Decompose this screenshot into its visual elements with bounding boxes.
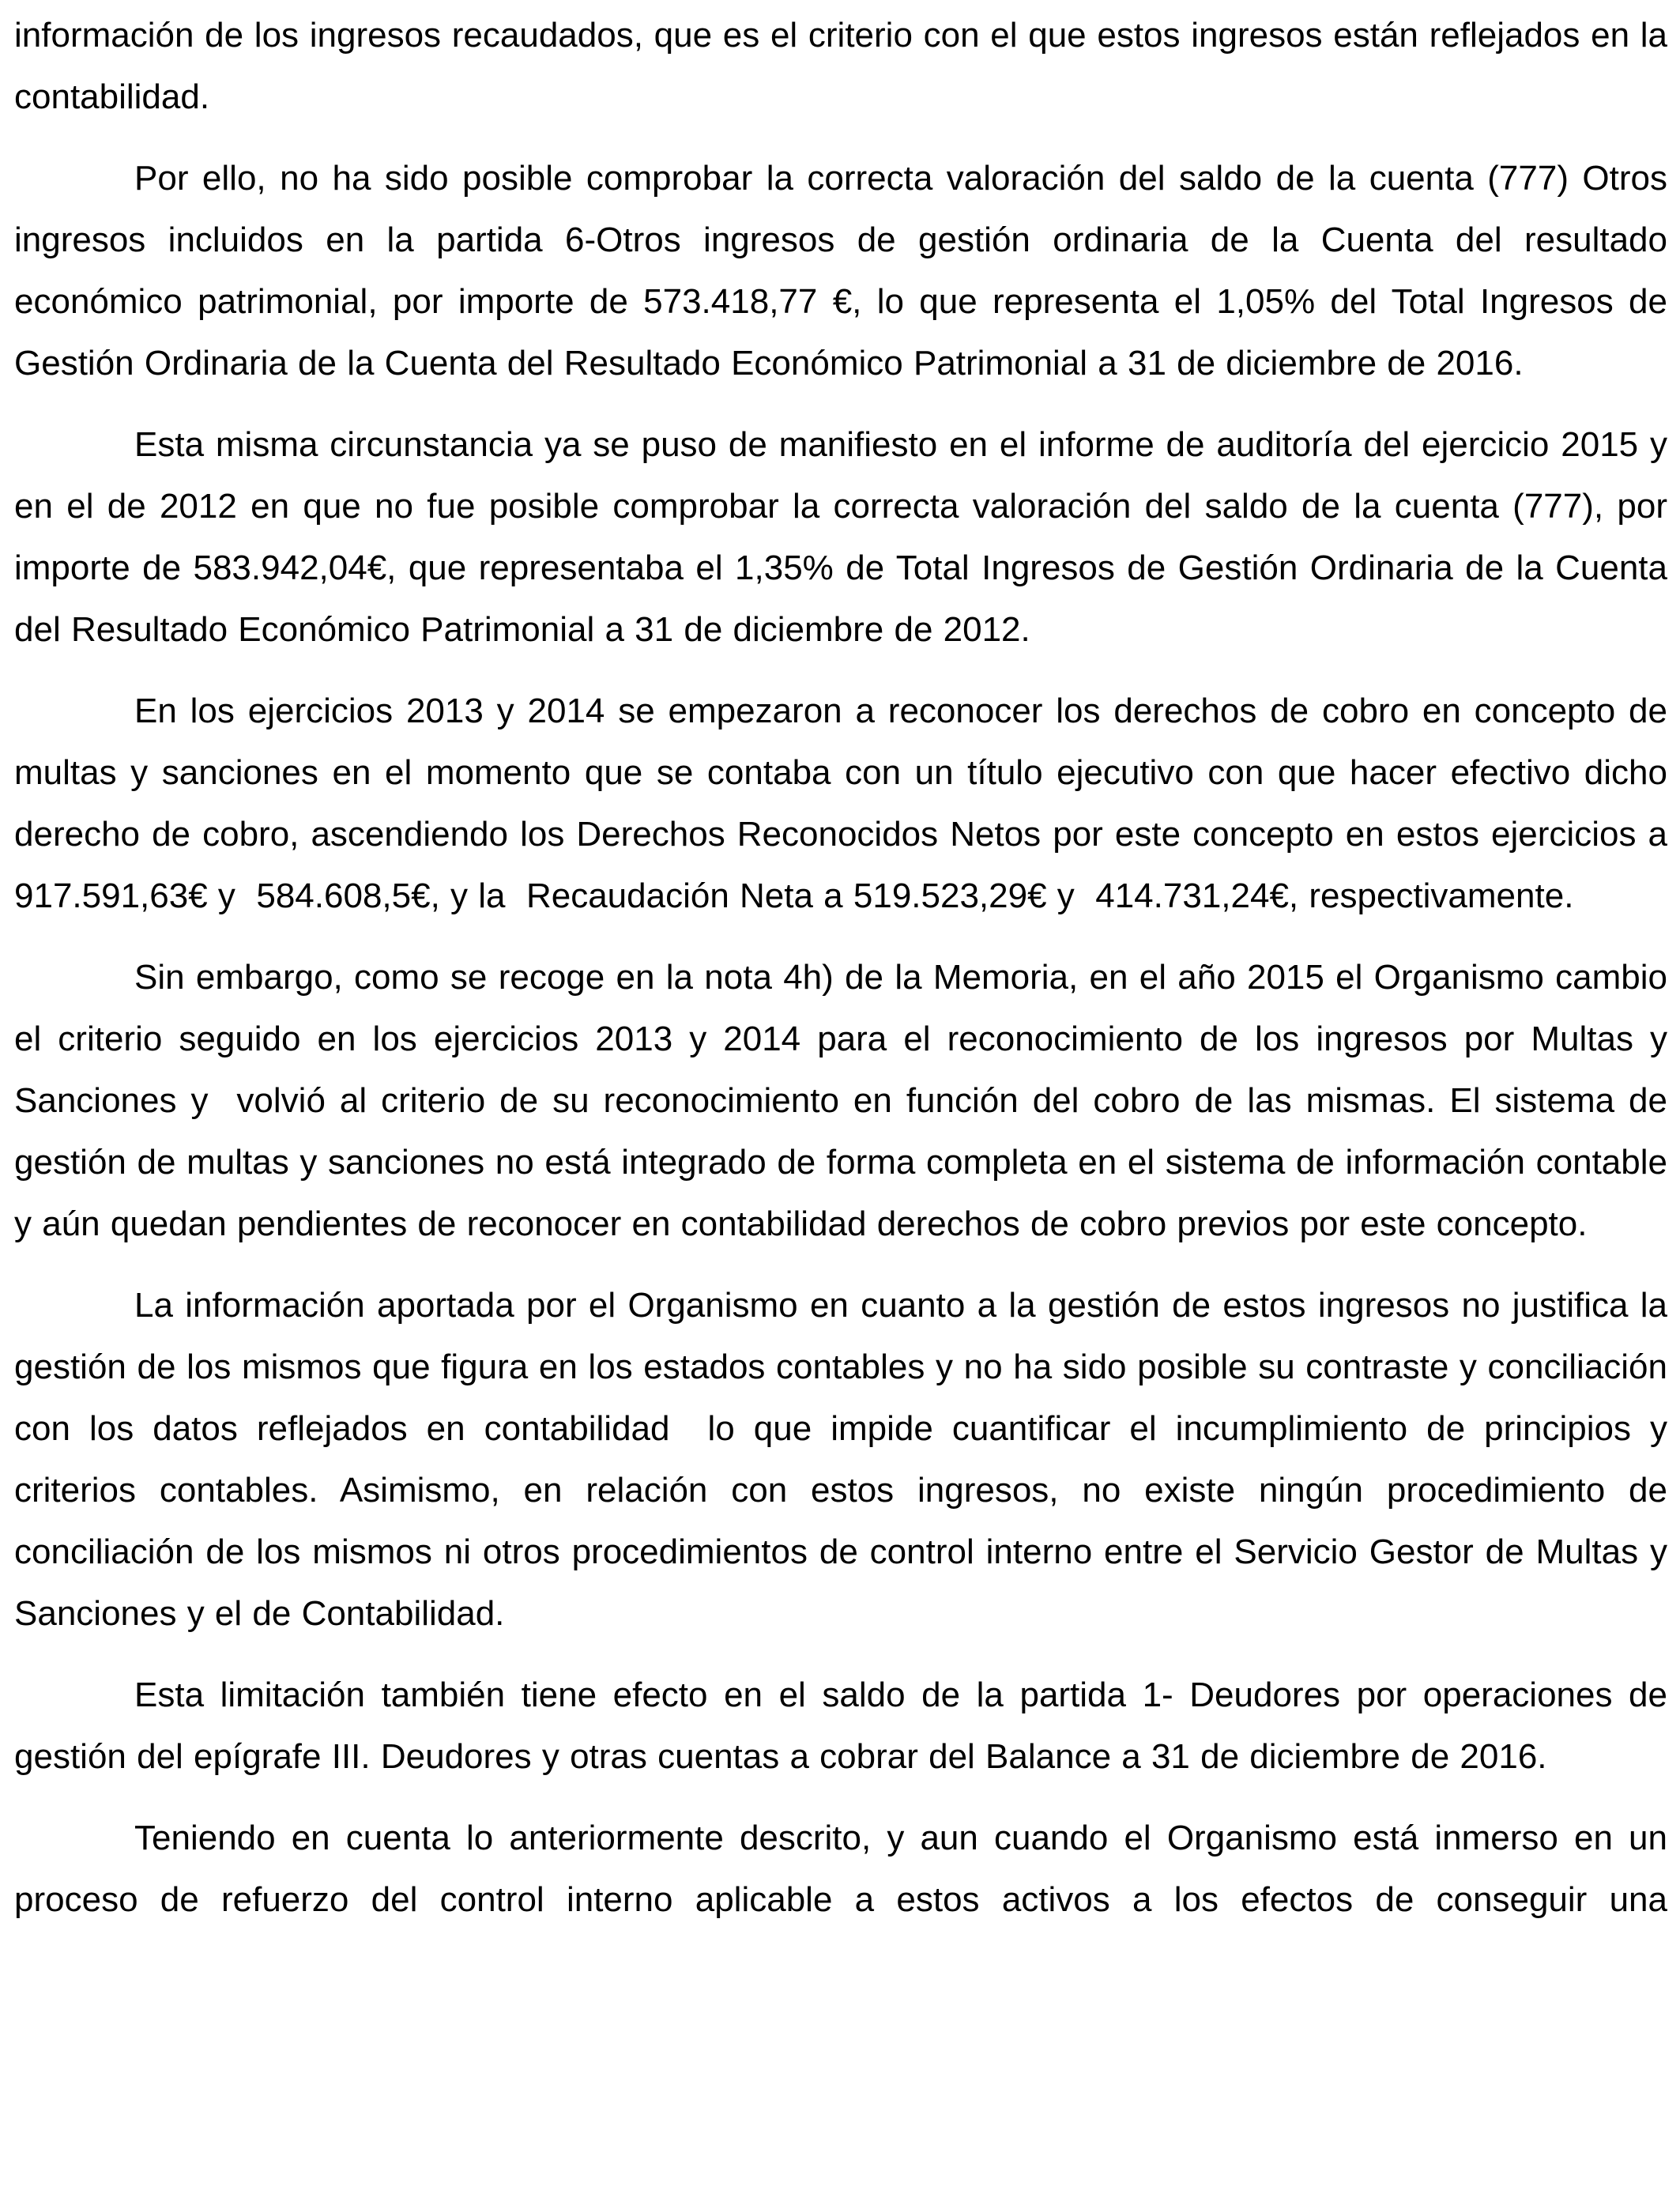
paragraph-limitacion-deudores: Esta limitación también tiene efecto en el saldo de la partida 1- Deudores por operaciones de gestión del epígrafe III. Deudores y otras cuentas a cobrar del Balance a 31 de diciembre de 2016. — [14, 1676, 1678, 1776]
paragraph-informacion-aportada: La información aportada por el Organismo en cuanto a la gestión de estos ingresos no justifica la gestión de los mismos que figura en los estados contables y no ha sido posible su contraste y conciliación con los datos reflejados en contabilidad lo que impide cuantificar el incumplimiento de principios y criterios contables. Asimismo, en relación con estos ingresos, no existe ningún procedimiento de conciliación de los mismos ni otros procedimientos de control interno entre el Servicio Gestor de Multas y Sanciones y el de Contabilidad. — [14, 1286, 1678, 1633]
paragraph-cuenta-777-2016: Por ello, no ha sido posible comprobar la correcta valoración del saldo de la cuenta (777) Otros ingresos incluidos en la partida 6-Otros ingresos de gestión ordinaria de la Cuenta del resultado económico patrimonial, por importe de 573.418,77 €, lo que representa el 1,05% del Total Ingresos de Gestión Ordinaria de la Cuenta del Resultado Económico Patrimonial a 31 de diciembre de 2016. — [14, 159, 1678, 383]
paragraph-cambio-criterio-2015: Sin embargo, como se recoge en la nota 4h) de la Memoria, en el año 2015 el Organismo cambio el criterio seguido en los ejercicios 2013 y 2014 para el reconocimiento de los ingresos por Multas y Sanciones y volvió al criterio de su reconocimiento en función del cobro de las mismas. El sistema de gestión de multas y sanciones no está integrado de forma completa en el sistema de información contable y aún quedan pendientes de reconocer en contabilidad derechos de cobro previos por este concepto. — [14, 958, 1678, 1243]
paragraph-continuation: información de los ingresos recaudados, que es el criterio con el que estos ingresos están reflejados en la contabilidad. — [14, 16, 1678, 116]
paragraph-ejercicios-2013-2014: En los ejercicios 2013 y 2014 se empezaron a reconocer los derechos de cobro en concepto de multas y sanciones en el momento que se contaba con un título ejecutivo con que hacer efectivo dicho derecho de cobro, ascendiendo los Derechos Reconocidos Netos por este concepto en estos ejercicios a 917.591,63€ y 584.608,5€, y la Recaudación Neta a 519.523,29€ y 414.731,24€, respectivamente. — [14, 692, 1678, 915]
paragraph-teniendo-en-cuenta: Teniendo en cuenta lo anteriormente descrito, y aun cuando el Organismo está inmerso en un proceso de refuerzo del control interno aplicable a estos activos a los efectos de conseguir una — [14, 1819, 1678, 1919]
paragraph-cuenta-777-2012: Esta misma circunstancia ya se puso de manifiesto en el informe de auditoría del ejercicio 2015 y en el de 2012 en que no fue posible comprobar la correcta valoración del saldo de la cuenta (777), por importe de 583.942,04€, que representaba el 1,35% de Total Ingresos de Gestión Ordinaria de la Cuenta del Resultado Económico Patrimonial a 31 de diciembre de 2012. — [14, 425, 1678, 649]
